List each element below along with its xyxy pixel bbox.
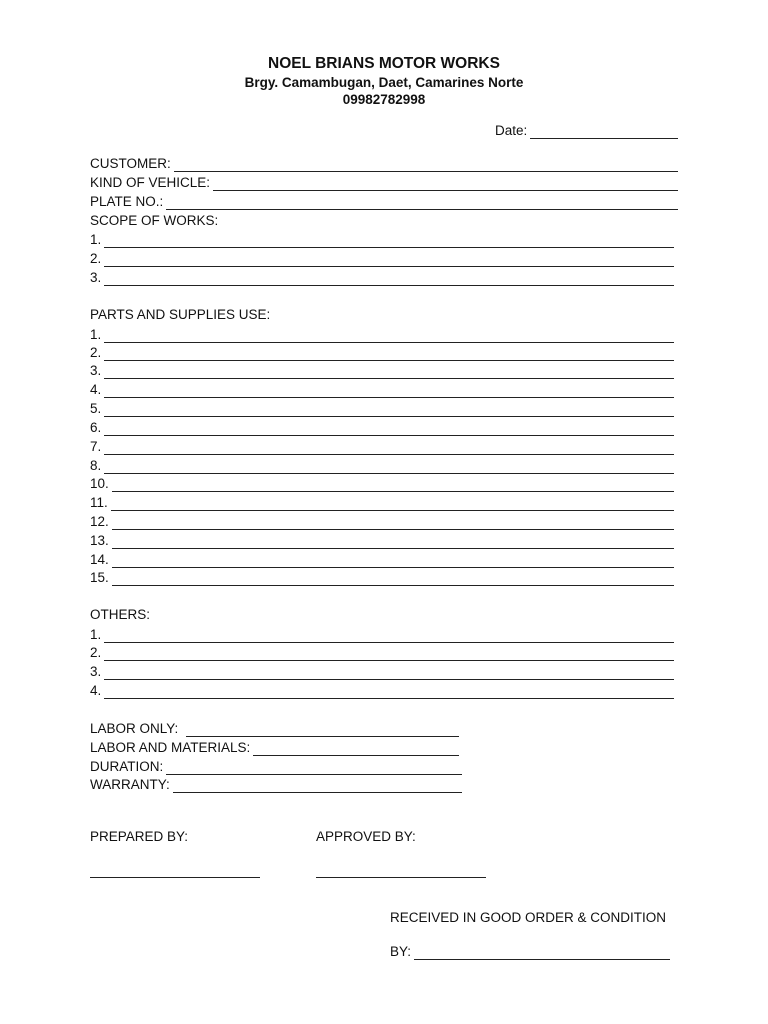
parts-line: 6. <box>90 420 674 436</box>
plate-label: PLATE NO.: <box>90 194 164 209</box>
date-label: Date: <box>495 123 528 138</box>
parts-line: 15. <box>90 570 674 586</box>
parts-line: 11. <box>90 495 674 511</box>
approved-by-label: APPROVED BY: <box>316 829 416 844</box>
parts-line: 14. <box>90 552 674 568</box>
others-line: 3. <box>90 664 674 680</box>
others-line: 2. <box>90 645 674 661</box>
prepared-by-label: PREPARED BY: <box>90 829 189 844</box>
parts-line: 3. <box>90 363 674 379</box>
parts-line: 4. <box>90 382 674 398</box>
labor-materials-field: LABOR AND MATERIALS: <box>90 740 459 756</box>
duration-field: DURATION: <box>90 759 462 775</box>
received-by-field: BY: <box>390 944 670 960</box>
date-blank <box>530 127 678 139</box>
customer-label: CUSTOMER: <box>90 156 171 171</box>
vehicle-blank <box>213 179 678 191</box>
approved-by-signature-line <box>316 876 486 878</box>
customer-field <box>90 156 678 172</box>
parts-line: 2. <box>90 345 674 361</box>
parts-line: 10. <box>90 476 674 492</box>
company-address: Brgy. Camambugan, Daet, Camarines Norte <box>244 75 524 90</box>
scope-line: 2. <box>90 251 674 267</box>
parts-heading: PARTS AND SUPPLIES USE: <box>90 307 271 322</box>
plate-blank <box>166 198 678 210</box>
parts-line: 8. <box>90 458 674 474</box>
prepared-by-signature-line <box>90 876 260 878</box>
date-field <box>495 123 678 139</box>
parts-line: 5. <box>90 401 674 417</box>
others-line: 4. <box>90 683 674 699</box>
parts-line: 13. <box>90 533 674 549</box>
company-phone: 09982782998 <box>342 92 426 107</box>
customer-blank <box>174 160 678 172</box>
labor-only-field: LABOR ONLY: <box>90 721 459 737</box>
warranty-field: WARRANTY: <box>90 777 462 793</box>
parts-line: 12. <box>90 514 674 530</box>
plate-field <box>90 194 678 210</box>
scope-heading: SCOPE OF WORKS: <box>90 213 219 228</box>
others-heading: OTHERS: <box>90 607 151 622</box>
others-line: 1. <box>90 627 674 643</box>
vehicle-field <box>90 175 678 191</box>
received-label: RECEIVED IN GOOD ORDER & CONDITION <box>390 910 667 925</box>
scope-line: 1. <box>90 232 674 248</box>
vehicle-label: KIND OF VEHICLE: <box>90 175 211 190</box>
company-name: NOEL BRIANS MOTOR WORKS <box>268 55 500 72</box>
scope-line: 3. <box>90 270 674 286</box>
parts-line: 1. <box>90 327 674 343</box>
parts-line: 7. <box>90 439 674 455</box>
